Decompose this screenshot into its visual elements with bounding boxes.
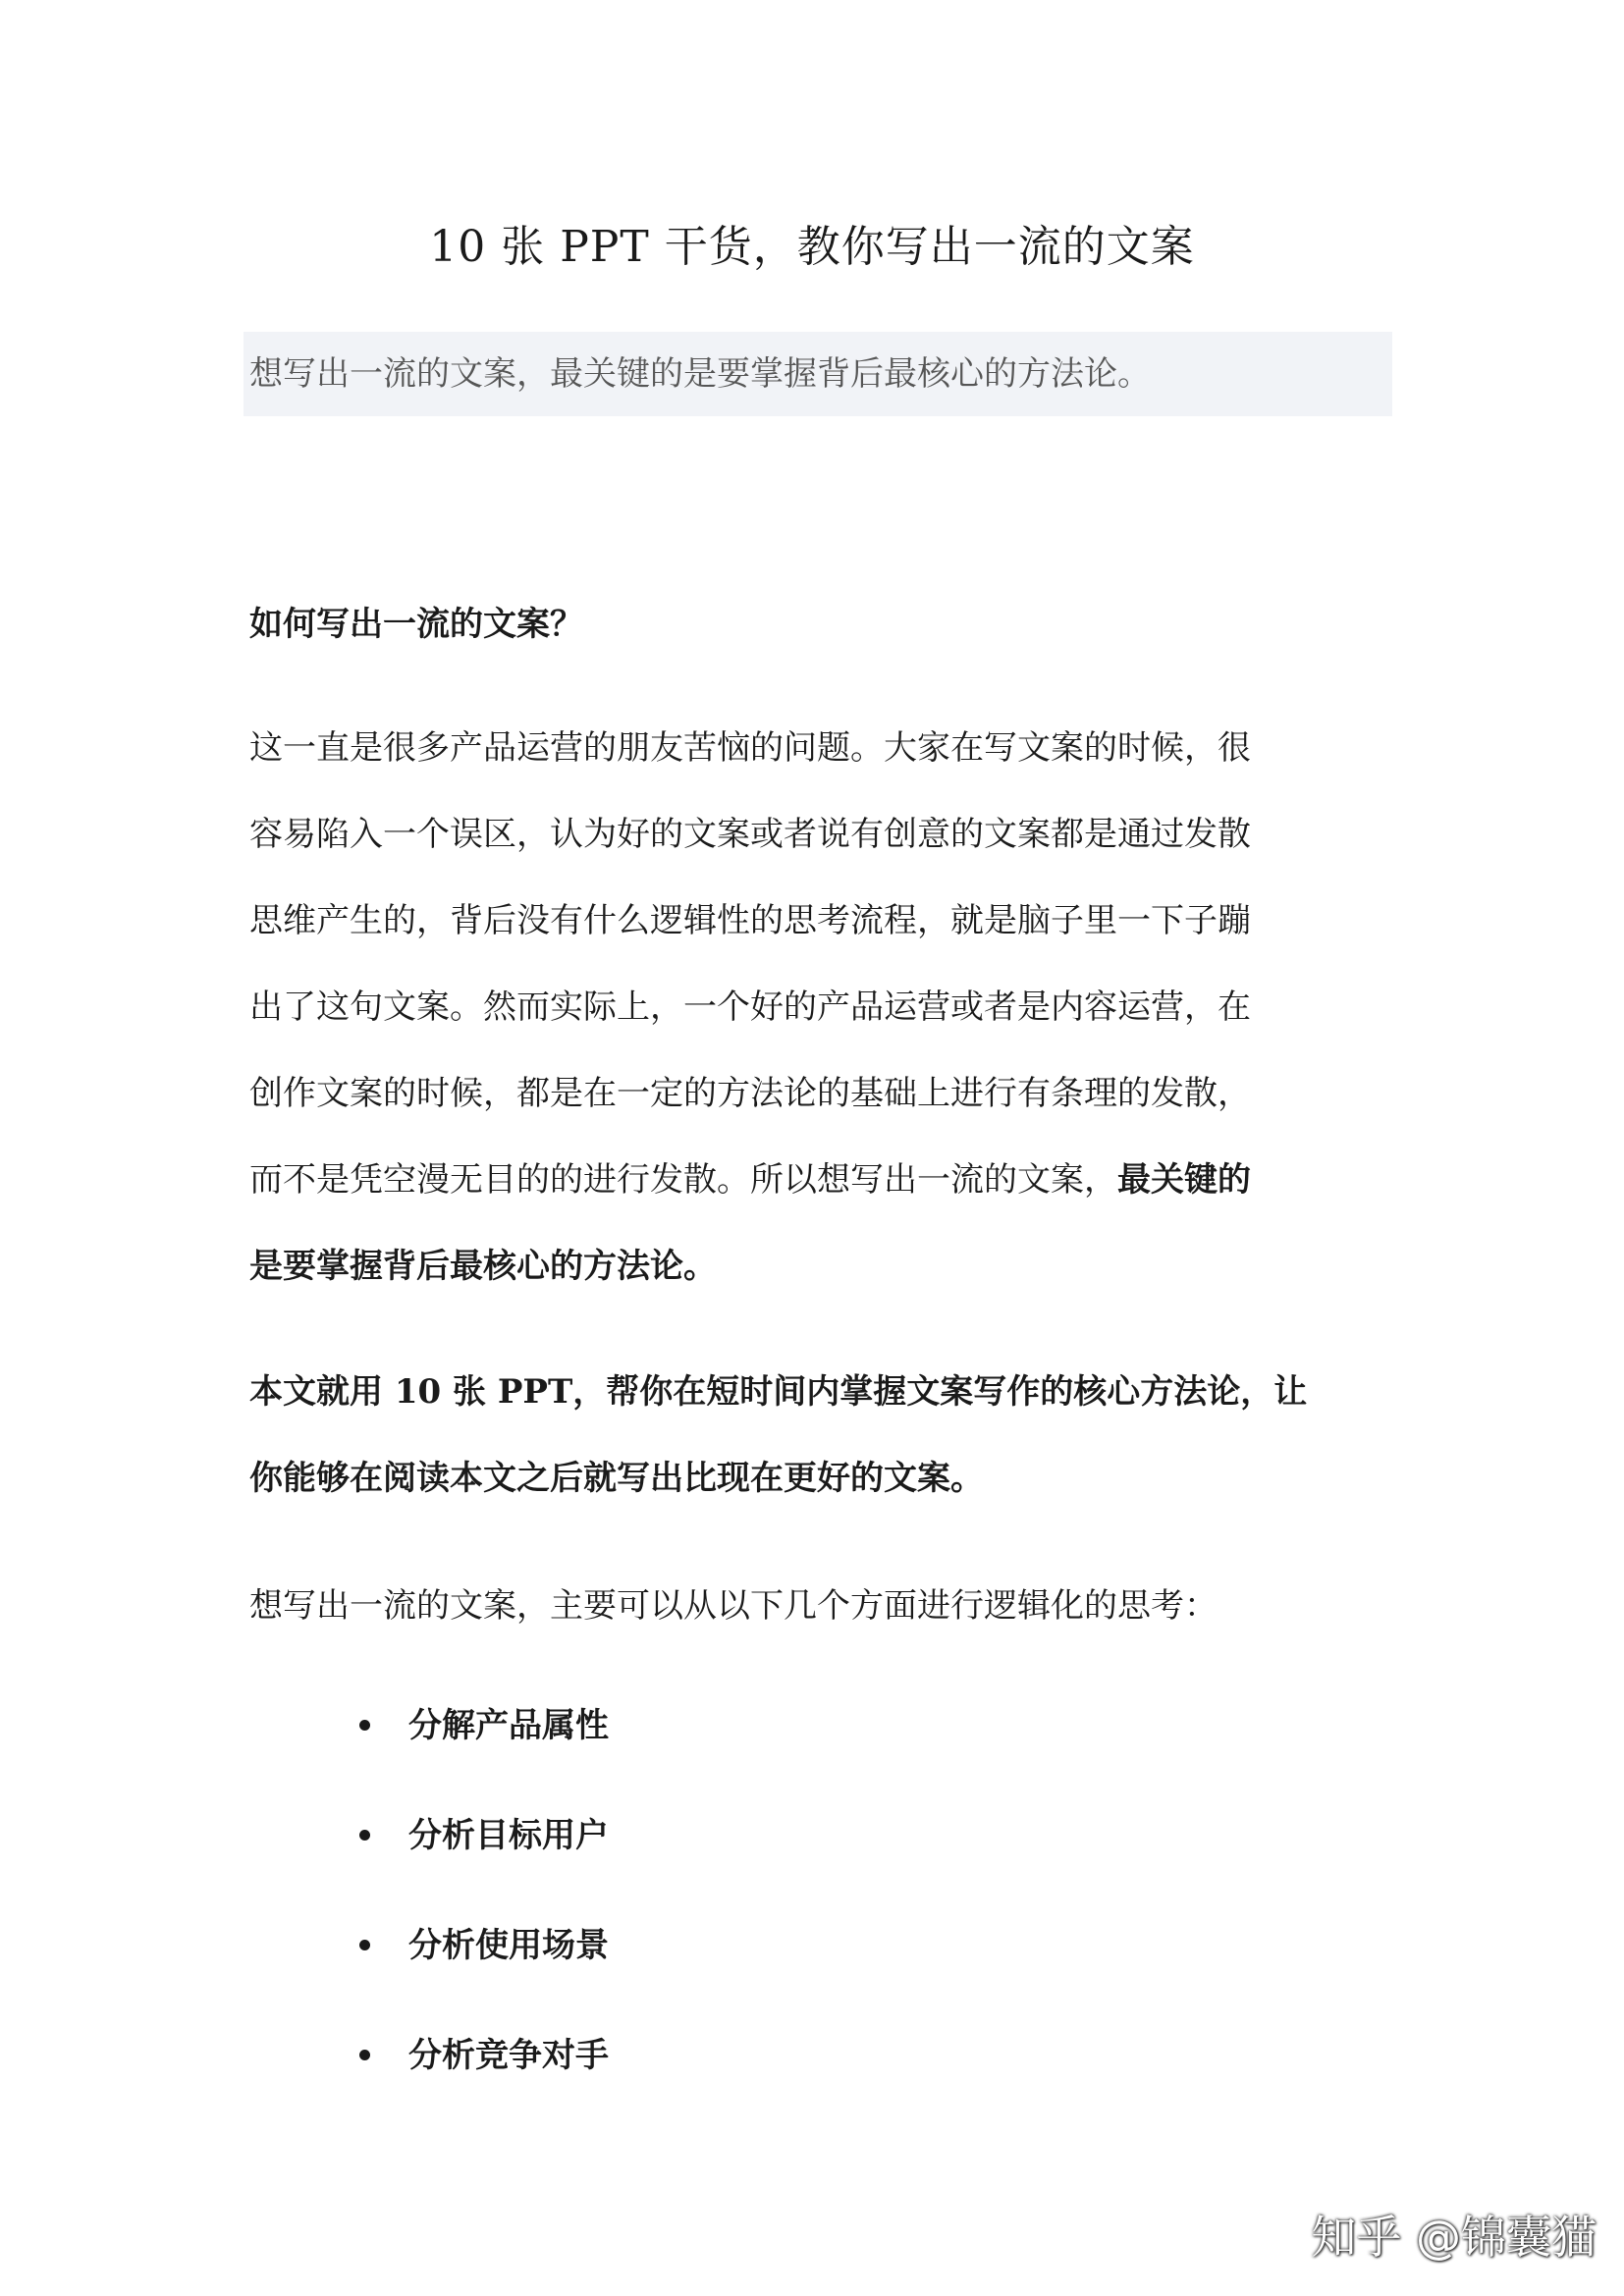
paragraph-line: 思维产生的，背后没有什么逻辑性的思考流程，就是脑子里一下子蹦 (249, 901, 1251, 940)
paragraph-line (249, 1435, 1379, 1522)
bullet-icon (359, 1720, 370, 1731)
bullet-icon (359, 2050, 370, 2060)
bullet-list (348, 1675, 609, 2114)
paragraph-line: 容易陷入一个误区，认为好的文案或者说有创意的文案都是通过发散 (249, 815, 1251, 854)
list-item (348, 1895, 609, 2004)
paragraph-line: 出了这句文案。然而实际上，一个好的产品运营或者是内容运营，在 (249, 988, 1251, 1027)
watermark: 知乎 @锦囊猫 (1311, 2211, 1597, 2264)
paragraph-text: 而不是凭空漫无目的的进行发散。所以想写出一流的文案， (249, 1160, 1117, 1200)
list-item-text: 分析使用场景 (408, 1926, 609, 1965)
emphasis-text: 本文就用 10 张 PPT，帮你在短时间内掌握文案写作的核心方法论，让 (249, 1372, 1308, 1412)
paragraph-purpose (249, 1349, 1379, 1522)
emphasis-text: 是要掌握背后最核心的方法论。 (249, 1247, 717, 1286)
list-item-text: 分析目标用户 (408, 1816, 609, 1855)
paragraph-intro (249, 705, 1379, 1309)
list-item-text: 分解产品属性 (408, 1706, 609, 1745)
paragraph-line: 创作文案的时候，都是在一定的方法论的基础上进行有条理的发散， (249, 1074, 1251, 1113)
list-item (348, 1675, 609, 1785)
paragraph-line (249, 1137, 1379, 1223)
section-heading: 如何写出一流的文案？ (249, 605, 583, 644)
article-title: 10 张 PPT 干货，教你写出一流的文案 (429, 222, 1195, 272)
list-item (348, 2004, 609, 2114)
emphasis-text: 你能够在阅读本文之后就写出比现在更好的文案。 (249, 1459, 984, 1498)
paragraph-lead-in (249, 1563, 1379, 1649)
paragraph-line (249, 1223, 1379, 1309)
list-item (348, 1785, 609, 1895)
abstract-text: 想写出一流的文案，最关键的是要掌握背后最核心的方法论。 (249, 354, 1151, 394)
emphasis-text: 最关键的 (1117, 1160, 1251, 1200)
paragraph-line (249, 1349, 1379, 1435)
abstract-box (244, 332, 1392, 416)
bullet-icon (359, 1940, 370, 1950)
paragraph-line: 这一直是很多产品运营的朋友苦恼的问题。大家在写文案的时候，很 (249, 728, 1251, 768)
paragraph-line: 想写出一流的文案，主要可以从以下几个方面进行逻辑化的思考： (249, 1586, 1218, 1626)
bullet-icon (359, 1830, 370, 1841)
list-item-text: 分析竞争对手 (408, 2036, 609, 2075)
